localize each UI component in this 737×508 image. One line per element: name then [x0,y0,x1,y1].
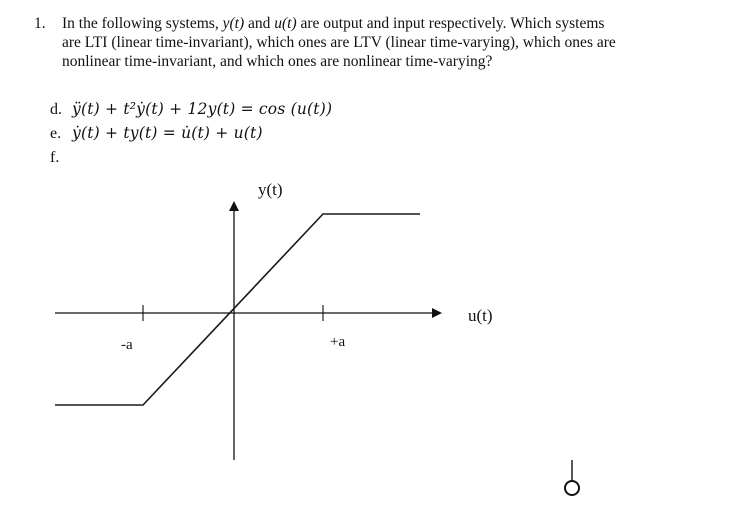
part-label: d. [50,101,62,118]
problem-line-3: nonlinear time-invariant, and which ones are nonlinear time-varying? [62,53,493,70]
part-equation: ẏ(t) + ty(t) = u̇(t) + u(t) [72,124,263,142]
x-axis-label: u(t) [468,306,493,325]
input-variable: u(t) [274,15,297,32]
problem-number: 1. [34,15,46,32]
part-label: f. [50,149,60,166]
y-axis-label: y(t) [258,180,283,199]
saturation-curve [55,214,420,405]
neg-tick-label: -a [121,337,133,353]
problem-line-2: are LTI (linear time-invariant), which ones are LTV (linear time-varying), which ones are [62,34,616,51]
switch-circle-icon [560,458,584,498]
part-equation: ÿ(t) + t²ẏ(t) + 12y(t) = cos (u(t)) [72,100,333,118]
problem-line-1: In the following systems, y(t) and u(t) are output and input respectively. Which systems [62,15,605,32]
part-label: e. [50,125,62,142]
output-variable: y(t) [222,15,245,32]
pos-tick-label: +a [330,334,346,350]
